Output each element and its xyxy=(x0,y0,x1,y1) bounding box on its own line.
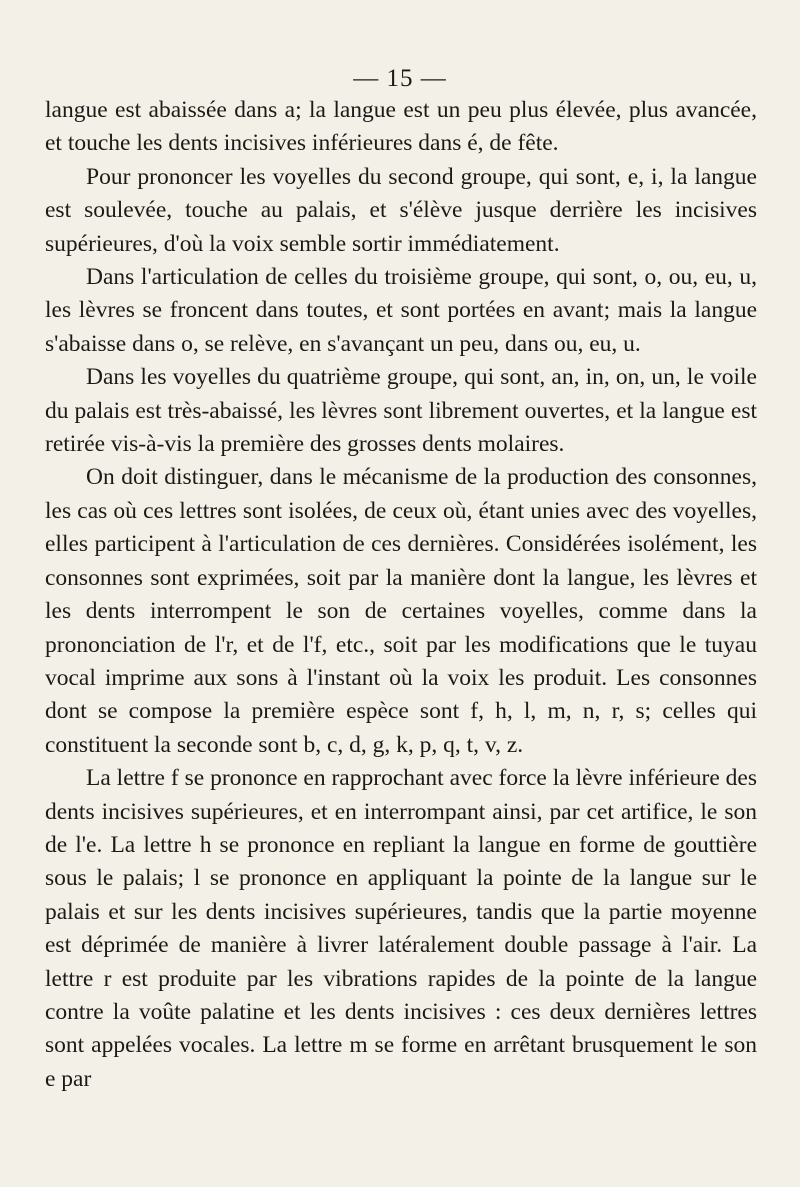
paragraph-5: On doit distinguer, dans le mécanisme de la production des consonnes, les cas où ces lettres sont isolées, de ceux où, étant unies avec des voyelles, elles participent à l'articulation de ces dernières. Considérées isolément, les consonnes sont exprimées, soit par la manière dont la langue, les lèvres et les dents interrompent le son de certaines voyelles, comme dans la prononciation de l'r, et de l'f, etc., soit par les modifications que le tuyau vocal imprime aux sons à l'instant où la voix les produit. Les consonnes dont se compose la première espèce sont f, h, l, m, n, r, s; celles qui constituent la seconde sont b, c, d, g, k, p, q, t, v, z. xyxy=(45,464,757,758)
paragraph-2: Pour prononcer les voyelles du second groupe, qui sont, e, i, la langue est soulevée, touche au palais, et s'élève jusque derrière les incisives supérieures, d'où la voix semble sortir immédiatement. xyxy=(45,163,757,257)
paragraph-1: langue est abaissée dans a; la langue est un peu plus élevée, plus avancée, et touche les dents incisives inférieures dans é, de fête. xyxy=(45,97,757,157)
body-text xyxy=(45,94,757,1096)
page-number: — 15 — xyxy=(353,65,447,92)
paragraph-3: Dans l'articulation de celles du troisième groupe, qui sont, o, ou, eu, u, les lèvres se froncent dans toutes, et sont portées en avant; mais la langue s'abaisse dans o, se relève, en s'avançant un peu, dans ou, eu, u. xyxy=(45,264,757,357)
paragraph-4: Dans les voyelles du quatrième groupe, qui sont, an, in, on, un, le voile du palais est très-abaissé, les lèvres sont librement ouvertes, et la langue est retirée vis-à-vis la première des grosses dents molaires. xyxy=(45,364,757,458)
paragraph-6: La lettre f se prononce en rapprochant avec force la lèvre inférieure des dents incisives supérieures, et en interrompant ainsi, par cet artifice, le son de l'e. La lettre h se prononce en repliant la langue en forme de gouttière sous le palais; l se prononce en appliquant la pointe de la langue sur le palais et sur les dents incisives supérieures, tandis que la partie moyenne est déprimée de manière à livrer latéralement double passage à l'air. La lettre r est produite par les vibrations rapides de la pointe de la langue contre la voûte palatine et les dents incisives : ces deux dernières lettres sont appelées vocales. La lettre m se forme en arrêtant brusquement le son e par xyxy=(45,765,757,1092)
